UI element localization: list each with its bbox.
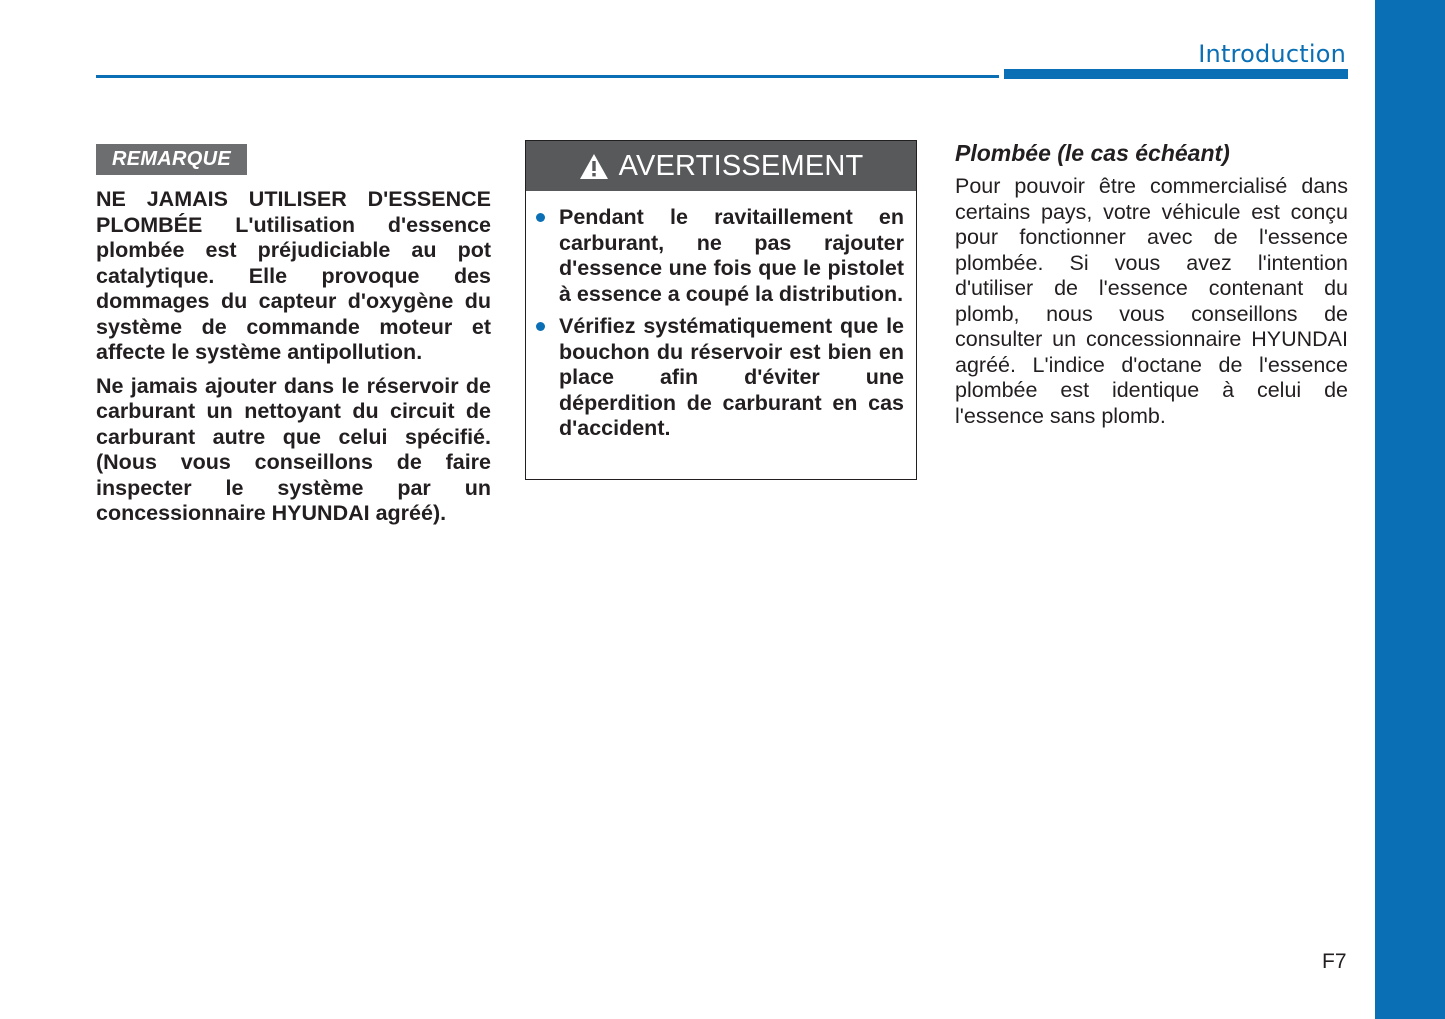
warning-header (526, 141, 916, 191)
warning-item (559, 205, 904, 307)
bullet-icon (536, 213, 545, 222)
header-rule (96, 75, 999, 78)
warning-item (559, 314, 904, 442)
warning-title: AVERTISSEMENT (618, 149, 864, 182)
side-chapter-tab (1375, 0, 1445, 1019)
chapter-title: Introduction (1198, 40, 1346, 68)
warning-item-text: Vérifiez systématiquement que le bouchon du réservoir est bien en place afin d'éviter une déperdition de carburant en cas d'accident. (559, 314, 904, 440)
warning-item-text: Pendant le ravitaillement en carburant, ne pas rajouter d'essence une fois que le pistolet à essence a coupé la distribution. (559, 205, 904, 306)
bullet-icon (536, 322, 545, 331)
header-rule-accent (1004, 69, 1348, 79)
warning-triangle-icon (579, 153, 609, 180)
remarque-paragraph: Ne jamais ajouter dans le réservoir de carburant un nettoyant du circuit de carburant autre que celui spécifié. (Nous vous conseillons de faire inspecter le système par un concessionnaire HYUNDAI agréé). (96, 373, 491, 525)
page-number: F7 (1322, 950, 1347, 973)
section-body: Pour pouvoir être commercialisé dans certains pays, votre véhicule est conçu pour fonctionner avec de l'essence plombée. Si vous avez l'intention d'utiliser de l'essence contenant du plomb, nous vous conseillons de consulter un concessionnaire HYUNDAI agréé. L'indice d'octane de l'essence plombée est identique à celui de l'essence sans plomb. (955, 174, 1348, 428)
warning-list (526, 191, 916, 442)
warning-box (525, 140, 917, 480)
section-title: Plombée (le cas échéant) (955, 140, 1230, 166)
remarque-badge: REMARQUE (96, 144, 247, 175)
remarque-text (96, 187, 491, 535)
remarque-paragraph: NE JAMAIS UTILISER D'ESSENCE PLOMBÉE L'utilisation d'essence plombée est préjudiciable au pot catalytique. Elle provoque des dommages du capteur d'oxygène du système de commande moteur et affecte le système antipollution. (96, 187, 491, 364)
